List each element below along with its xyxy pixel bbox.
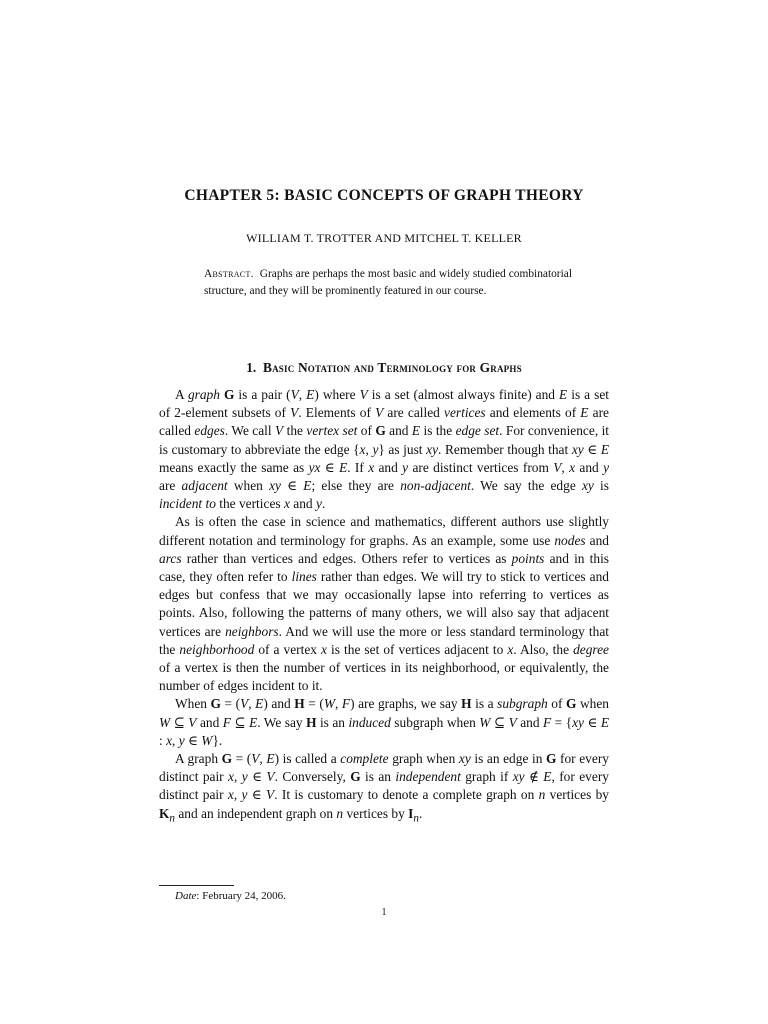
paragraph: A graph G is a pair (V, E) where V is a set (almost always finite) and E is a set of 2-element subsets of V. Elements of V are called vertices and elements of E are called edges. We call V the vertex set of G and E is the edge set. For convenience, it is customary to abbreviate the edge {x, y} as just xy. Remember though that xy ∈ E means exactly the same as yx ∈ E. If x and y are distinct vertices from V, x and y are adjacent when xy ∈ E; else they are non-adjacent. We say the edge xy is incident to the vertices x and y. xyxy=(159,387,610,512)
chapter-title: CHAPTER 5: BASIC CONCEPTS OF GRAPH THEORY xyxy=(184,187,584,204)
abstract-text: Graphs are perhaps the most basic and widely studied combinatorial structure, and they will be prominently featured in our course. xyxy=(204,268,572,297)
body-text xyxy=(159,386,609,828)
footnote xyxy=(175,890,286,902)
footnote-label: Date xyxy=(175,890,197,902)
section-heading xyxy=(0,360,768,376)
footnote-text: : February 24, 2006. xyxy=(196,890,286,902)
paragraph: A graph G = (V, E) is called a complete graph when xy is an edge in G for every distinct pair x, y ∈ V. Conversely, G is an independent graph if xy ∉ E, for every distinct pair x, y ∈ V. It is customary to denote a complete graph on n vertices by $K_n$ and an independent graph on n vertices by $I_n$. xyxy=(159,751,609,825)
paragraph: When G = (V, E) and H = (W, F) are graphs, we say H is a subgraph of G when W ⊆ V and F ⊆ E. We say H is an induced subgraph when W ⊆ V and F = {xy ∈ E : x, y ∈ W}. xyxy=(159,696,610,748)
authors-line: WILLIAM T. TROTTER AND MITCHEL T. KELLER xyxy=(246,231,522,245)
abstract xyxy=(204,266,572,299)
section-number: 1. xyxy=(246,360,257,375)
section-title: Basic Notation and Terminology for Graphs xyxy=(262,360,522,375)
footnote-rule xyxy=(159,885,234,886)
abstract-label: Abstract. xyxy=(204,268,254,280)
paragraph: As is often the case in science and mathematics, different authors use slightly different notation and terminology for graphs. As an example, some use nodes and arcs rather than vertices and edges. Others refer to vertices as points and in this case, they often refer to lines rather than edges. We will try to stick to vertices and edges but confess that we may occasionally lapse into referring to vertices as points. Also, following the patterns of many others, we will also say that adjacent vertices are neighbors. And we will use the more or less standard terminology that the neighborhood of a vertex x is the set of vertices adjacent to x. Also, the degree of a vertex is then the number of vertices in its neighborhood, or equivalently, the number of edges incident to it. xyxy=(159,514,610,694)
page-number: 1 xyxy=(381,907,387,918)
